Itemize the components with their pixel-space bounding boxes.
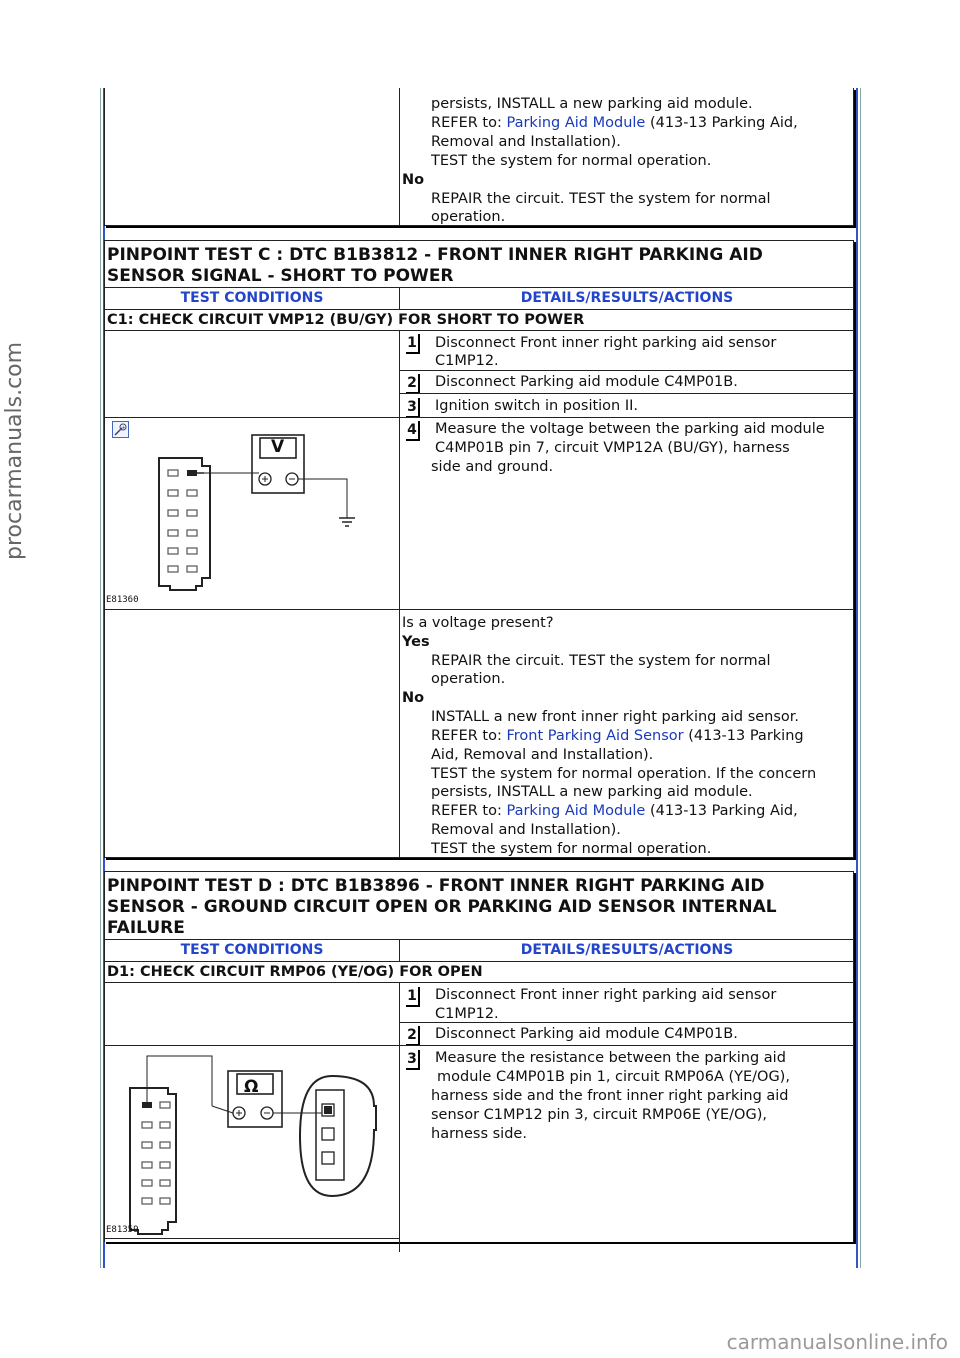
d-line [104, 961, 854, 962]
d-step-1-line-1: Disconnect Front inner right parking aid sensor [435, 987, 777, 1003]
c-no-line-5: persists, INSTALL a new parking aid module. [431, 784, 753, 800]
c-no-line-1: INSTALL a new front inner right parking aid sensor. [431, 709, 800, 725]
c-step-4-line-2: C4MP01B pin 7, circuit VMP12A (BU/GY), harness [435, 440, 790, 456]
c-no-line-8: TEST the system for normal operation. [431, 841, 712, 857]
refer-suffix: (413-13 Parking [683, 728, 804, 744]
d-line [104, 939, 854, 940]
page-guide-right [860, 88, 861, 1268]
top-line-3: Removal and Installation). [431, 134, 621, 150]
c-no-line-3: Aid, Removal and Installation). [431, 747, 654, 763]
d-step-3-line-2: module C4MP01B pin 1, circuit RMP06A (YE/OG), [437, 1069, 790, 1085]
c-figure-label: E81360 [106, 595, 139, 605]
c-step-1-number: 1 [406, 334, 420, 354]
resistance-measurement-diagram [104, 1046, 399, 1238]
refer-suffix: (413-13 Parking Aid, [645, 803, 798, 819]
d-step-3-number: 3 [406, 1050, 420, 1070]
c-yes-line-1: REPAIR the circuit. TEST the system for normal [431, 653, 771, 669]
test-d-title-3: FAILURE [107, 918, 185, 938]
c-step-2-number: 2 [406, 374, 420, 394]
d-line [104, 982, 854, 983]
top-line-1: persists, INSTALL a new parking aid module. [431, 96, 753, 112]
d-line [400, 1022, 854, 1023]
c-no-line-4: TEST the system for normal operation. If the concern [431, 766, 817, 782]
parking-aid-module-link[interactable]: Parking Aid Module [506, 115, 646, 131]
test-c-title-2: SENSOR SIGNAL - SHORT TO POWER [107, 266, 454, 286]
d-step-1-line-2: C1MP12. [435, 1006, 499, 1022]
c-step-3-text: Ignition switch in position II. [435, 398, 639, 414]
c-line [104, 287, 854, 288]
c-step-title: C1: CHECK CIRCUIT VMP12 (BU/GY) FOR SHORT TO POWER [107, 312, 585, 328]
c-step-1-line-2: C1MP12. [435, 353, 499, 369]
test-c-title-1: PINPOINT TEST C : DTC B1B3812 - FRONT INNER RIGHT PARKING AID [107, 245, 763, 265]
d-step-3-line-3: harness side and the front inner right parking aid [431, 1088, 789, 1104]
c-yes-label: Yes [402, 634, 430, 650]
c-yes-line-2: operation. [431, 671, 506, 687]
d-step-3-line-4: sensor C1MP12 pin 3, circuit RMP06E (YE/OG), [431, 1107, 767, 1123]
d-details-header: DETAILS/RESULTS/ACTIONS [520, 942, 734, 958]
c-meter-label: V [271, 437, 285, 457]
c-no-line-2 [431, 727, 804, 746]
c-header-divider [399, 287, 400, 309]
c-step-2-text: Disconnect Parking aid module C4MP01B. [435, 374, 738, 390]
front-parking-aid-sensor-link[interactable]: Front Parking Aid Sensor [506, 728, 684, 744]
top-no-label: No [402, 172, 425, 188]
d-step-2-text: Disconnect Parking aid module C4MP01B. [435, 1026, 738, 1042]
refer-label: REFER to: [431, 115, 507, 131]
c-line [104, 330, 854, 331]
c-step-3-number: 3 [406, 398, 420, 418]
watermark-bottom: carmanualsonline.info [726, 1330, 948, 1354]
voltage-measurement-diagram [104, 418, 399, 608]
refer-label: REFER to: [431, 803, 507, 819]
d-meter-label: Ω [244, 1077, 259, 1097]
d-test-conditions-header: TEST CONDITIONS [180, 942, 324, 958]
c-line [400, 393, 854, 394]
test-d-title-1: PINPOINT TEST D : DTC B1B3896 - FRONT INNER RIGHT PARKING AID [107, 876, 765, 896]
c-step-1-line-1: Disconnect Front inner right parking aid sensor [435, 335, 777, 351]
c-step-4-number: 4 [406, 421, 420, 441]
c-step-4-line-3: side and ground. [431, 459, 554, 475]
c-details-header: DETAILS/RESULTS/ACTIONS [520, 290, 734, 306]
c-line [104, 309, 854, 310]
c-no-line-7: Removal and Installation). [431, 822, 621, 838]
svg-text:+: + [121, 425, 126, 431]
refer-suffix: (413-13 Parking Aid, [645, 115, 798, 131]
page-rule-right [856, 88, 858, 1268]
c-line [400, 370, 854, 371]
parking-aid-module-link[interactable]: Parking Aid Module [506, 803, 646, 819]
d-step-1-number: 1 [406, 987, 420, 1007]
test-d-title-2: SENSOR - GROUND CIRCUIT OPEN OR PARKING AID SENSOR INTERNAL [107, 897, 777, 917]
c-no-line-6 [431, 802, 798, 821]
page-guide-left [100, 88, 101, 1268]
watermark-left: procarmanuals.com [2, 341, 27, 560]
top-line-6: operation. [431, 209, 506, 225]
top-line-5: REPAIR the circuit. TEST the system for normal [431, 191, 771, 207]
top-line-2 [431, 114, 798, 133]
d-step-3-line-5: harness side. [431, 1126, 527, 1142]
d-step-2-number: 2 [406, 1026, 420, 1046]
d-step-title: D1: CHECK CIRCUIT RMP06 (YE/OG) FOR OPEN [107, 964, 483, 980]
d-step-3-line-1: Measure the resistance between the parking aid [435, 1050, 786, 1066]
d-line [104, 1238, 400, 1239]
c-line [104, 609, 854, 610]
d-header-divider [399, 939, 400, 961]
c-col-divider [399, 330, 400, 858]
c-test-conditions-header: TEST CONDITIONS [180, 290, 324, 306]
d-figure-label: E81359 [106, 1225, 139, 1235]
c-step-4-line-1: Measure the voltage between the parking aid module [435, 421, 825, 437]
top-table-divider [399, 88, 400, 226]
refer-label: REFER to: [431, 728, 507, 744]
c-no-label: No [402, 690, 425, 706]
c-question: Is a voltage present? [402, 615, 554, 631]
top-line-4: TEST the system for normal operation. [431, 153, 712, 169]
